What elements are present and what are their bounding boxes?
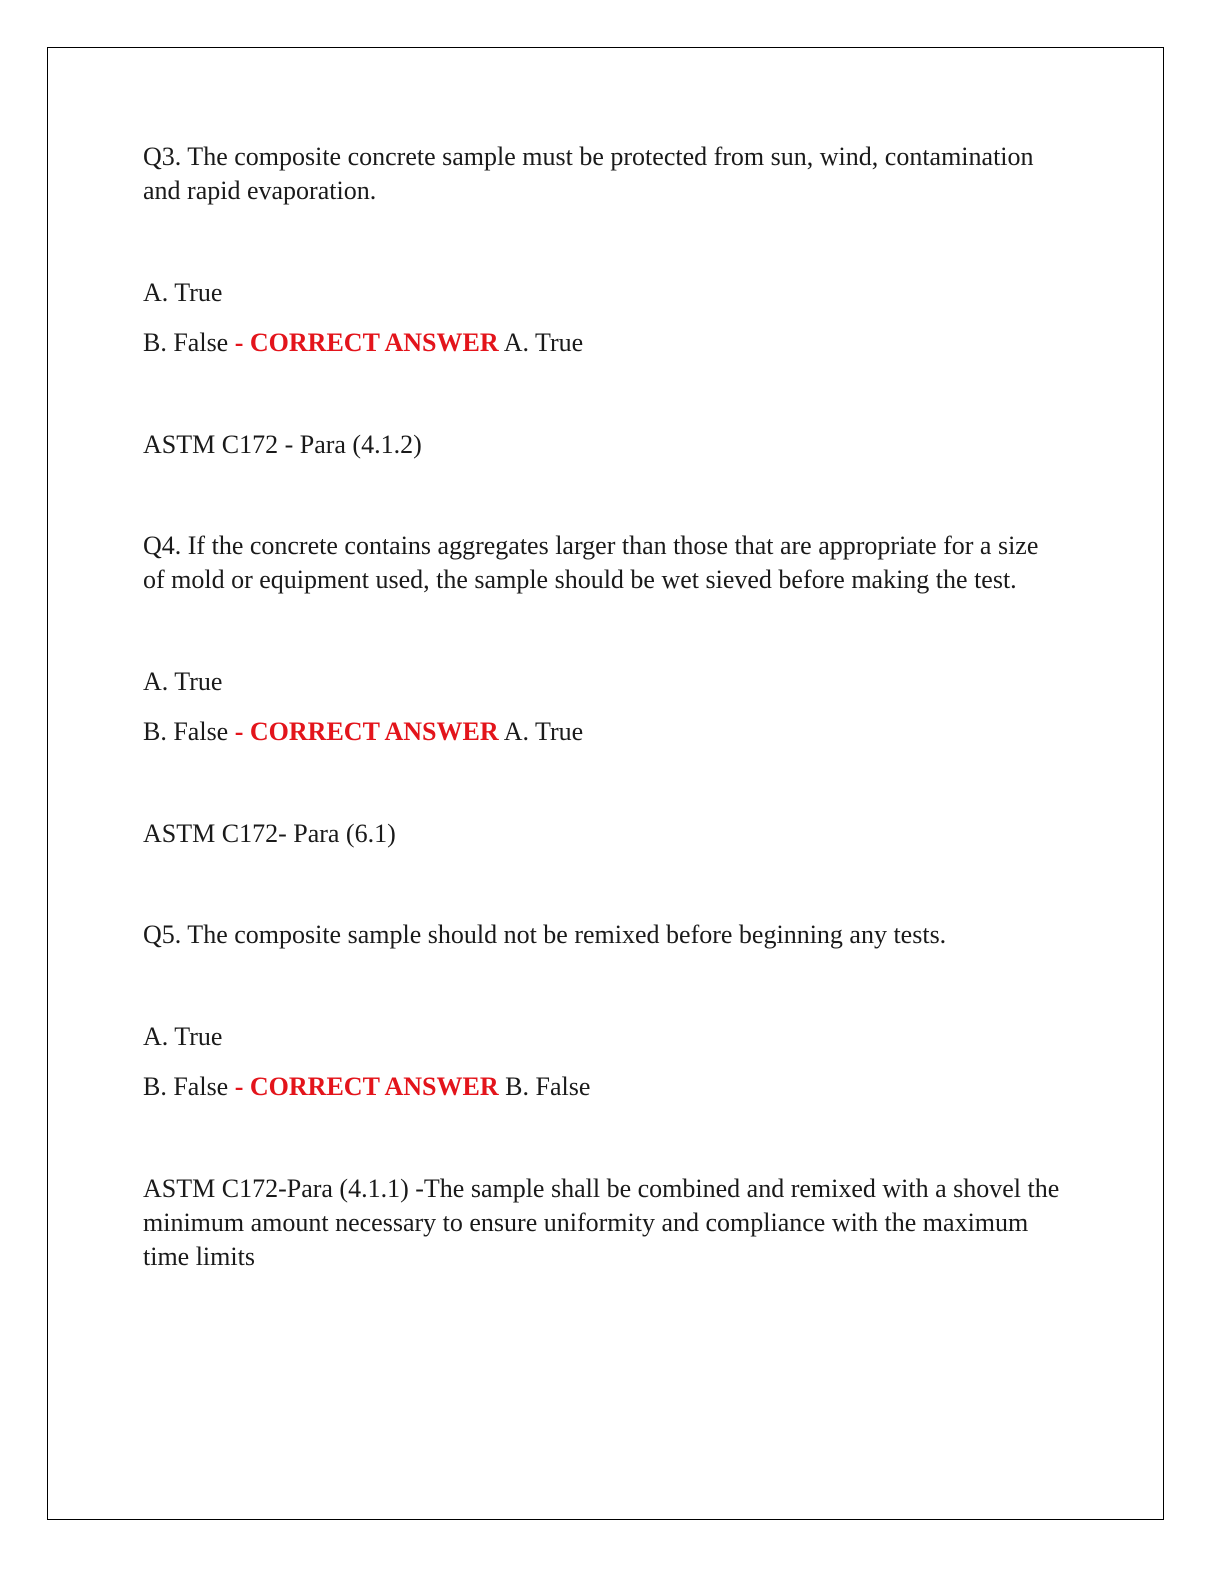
correct-answer-label: - CORRECT ANSWER: [228, 328, 499, 357]
reference-text: ASTM C172- Para (6.1): [143, 819, 396, 848]
option-b-label: B. False: [143, 328, 229, 357]
option-a: A. True: [143, 1022, 223, 1051]
option-b-with-answer: [143, 715, 1063, 749]
document-content: [143, 140, 1063, 1274]
reference-text: ASTM C172-Para (4.1.1) -The sample shall be combined and remixed with a shovel the minimum amount necessary to ensure uniformity and compliance with the maximum time limits: [143, 1174, 1060, 1271]
reference-text: ASTM C172 - Para (4.1.2): [143, 430, 422, 459]
correct-answer-value: A. True: [498, 717, 584, 746]
question-text: Q3. The composite concrete sample must be protected from sun, wind, contamination and rapid evaporation.: [143, 142, 1034, 205]
option-b-with-answer: [143, 326, 1063, 360]
option-a: A. True: [143, 667, 223, 696]
question-text: Q4. If the concrete contains aggregates larger than those that are appropriate for a size of mold or equipment used, the sample should be wet sieved before making the test.: [143, 531, 1039, 594]
correct-answer-value: B. False: [498, 1072, 591, 1101]
correct-answer-label: - CORRECT ANSWER: [228, 1072, 499, 1101]
correct-answer-value: A. True: [498, 328, 584, 357]
option-a: A. True: [143, 278, 223, 307]
option-b-label: B. False: [143, 717, 229, 746]
question-text: Q5. The composite sample should not be remixed before beginning any tests.: [143, 920, 947, 949]
question-block-q3: [143, 140, 1063, 462]
correct-answer-label: - CORRECT ANSWER: [228, 717, 499, 746]
option-b-with-answer: [143, 1070, 1063, 1104]
question-block-q5: [143, 918, 1063, 1274]
option-b-label: B. False: [143, 1072, 229, 1101]
question-block-q4: [143, 529, 1063, 851]
